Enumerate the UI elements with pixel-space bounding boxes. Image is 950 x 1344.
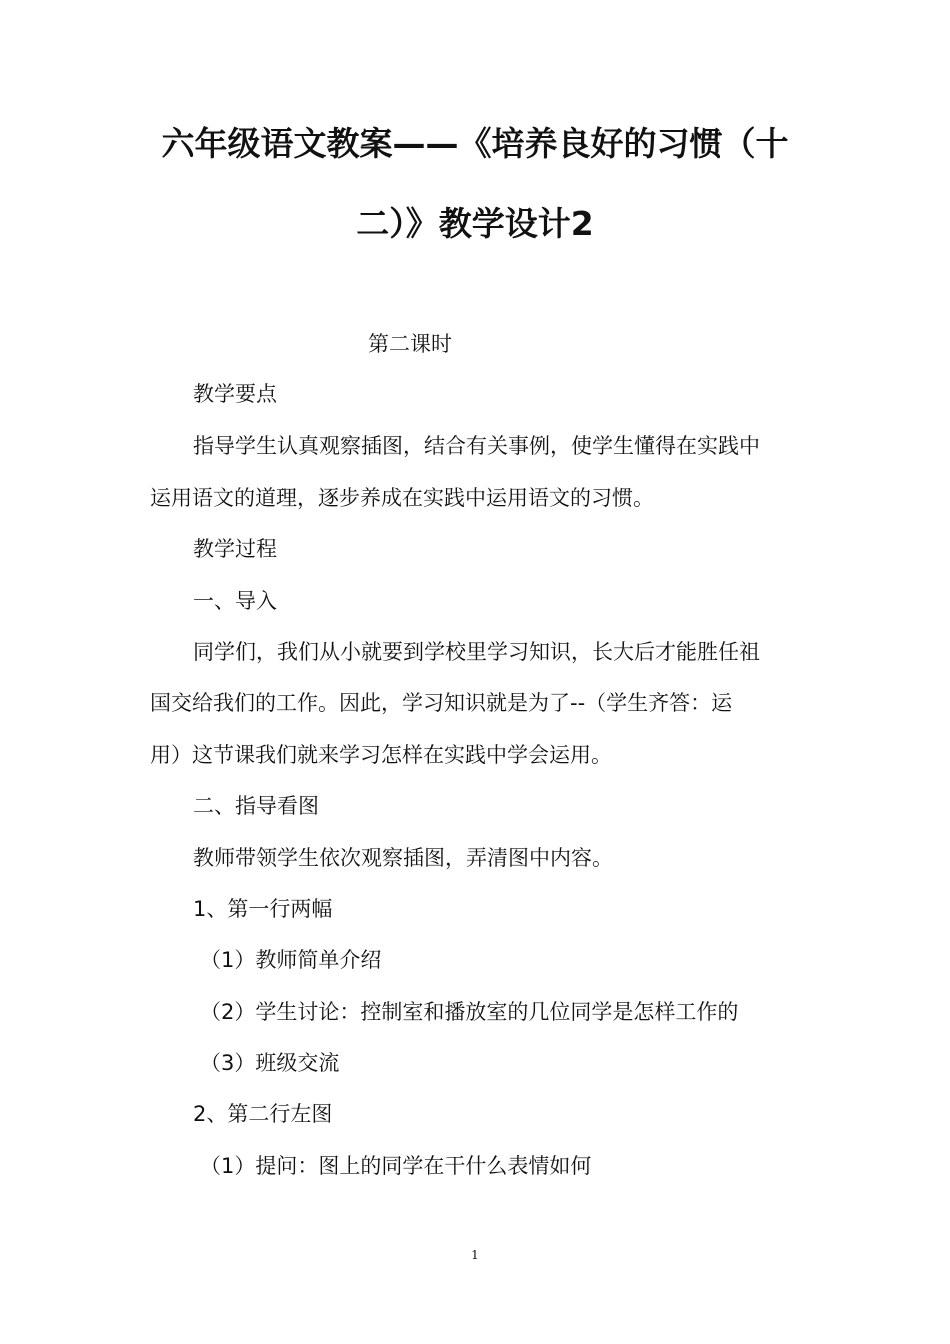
list-heading: 2、第二行左图 <box>193 1102 333 1126</box>
list-item: （1）教师简单介绍 <box>200 948 382 972</box>
paragraph-line: 同学们，我们从小就要到学校里学习知识，长大后才能胜任祖 <box>193 640 760 664</box>
list-heading: 1、第一行两幅 <box>193 897 333 921</box>
list-item: （2）学生讨论：控制室和播放室的几位同学是怎样工作的 <box>200 1000 739 1024</box>
lesson-heading: 第二课时 <box>368 332 452 356</box>
paragraph-line: 运用语文的道理，逐步养成在实践中运用语文的习惯。 <box>150 486 654 510</box>
subsection-heading-picture: 二、指导看图 <box>193 794 319 818</box>
list-item: （3）班级交流 <box>200 1051 340 1075</box>
document-title-line-1: 六年级语文教案——《培养良好的习惯（十 <box>161 124 789 163</box>
paragraph-line: 用）这节课我们就来学习怎样在实践中学会运用。 <box>150 743 612 767</box>
subsection-heading-intro: 一、导入 <box>193 589 277 613</box>
document-title-line-2: 二）》教学设计2 <box>356 204 594 243</box>
list-item: （1）提问：图上的同学在干什么表情如何 <box>200 1154 592 1178</box>
section-heading-key-points: 教学要点 <box>193 382 277 406</box>
paragraph-line: 教师带领学生依次观察插图，弄清图中内容。 <box>193 846 613 870</box>
page-number: 1 <box>471 1248 479 1262</box>
section-heading-process: 教学过程 <box>193 537 277 561</box>
paragraph-line: 指导学生认真观察插图，结合有关事例，使学生懂得在实践中 <box>193 434 760 458</box>
paragraph-line: 国交给我们的工作。因此，学习知识就是为了--（学生齐答：运 <box>150 691 733 715</box>
